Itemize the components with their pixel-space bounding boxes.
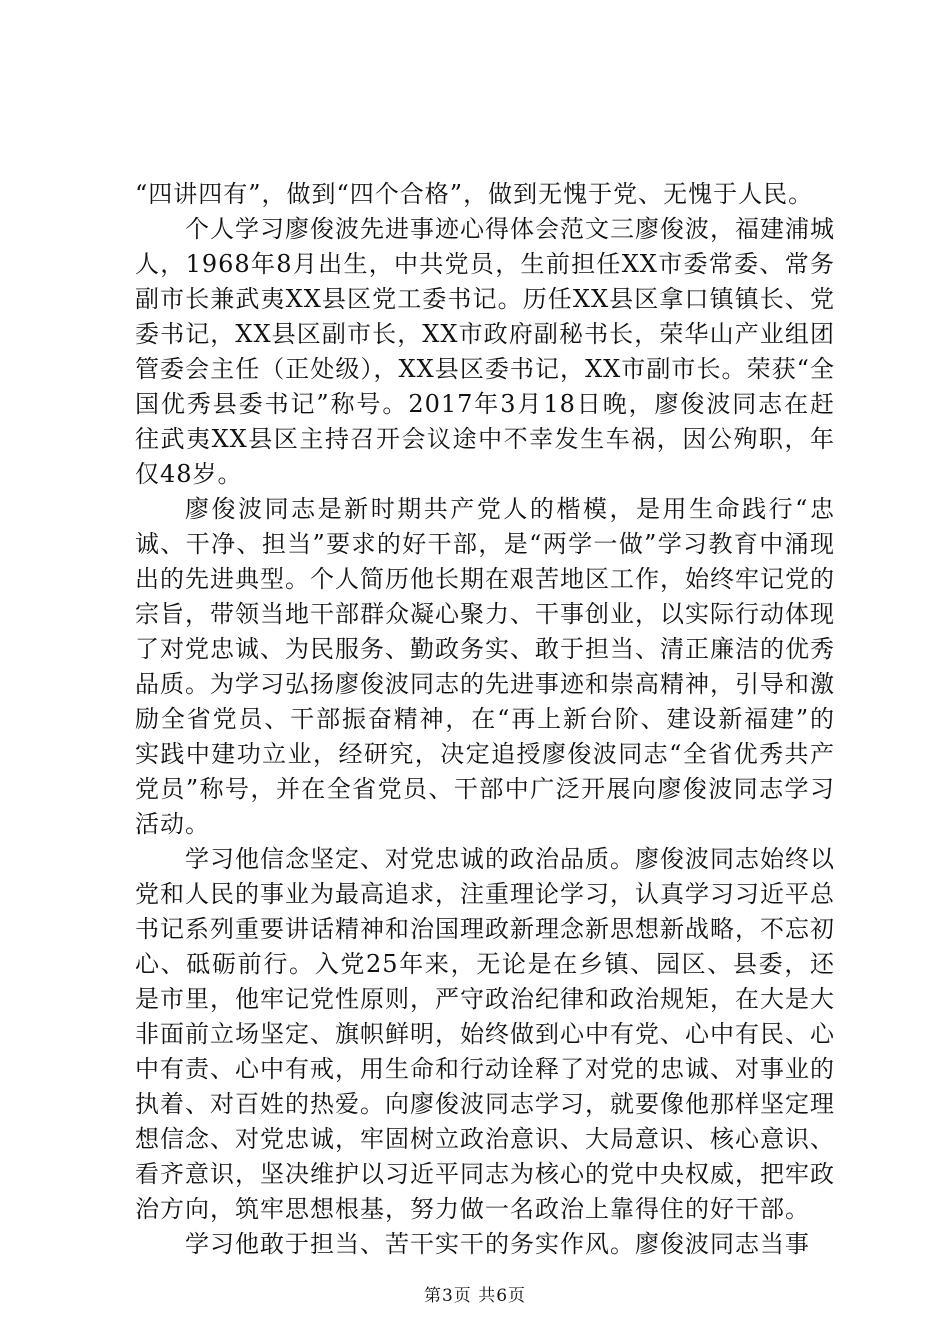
paragraph-work-style: 学习他敢于担当、苦干实干的务实作风。廖俊波同志当事 bbox=[185, 1230, 810, 1258]
page-number-footer: 第3页 共6页 bbox=[423, 1286, 527, 1306]
paragraph-model-cadre: 廖俊波同志是新时期共产党人的楷模，是用生命践行“忠诚、干净、担当”要求的好干部，是“两学一做”学习教育中涌现出的先进典型。个人简历他长期在艰苦地区工作，始终牢记党的宗旨，带领当地干部群众凝心聚力、干事创业，以实际行动体现了对党忠诚、为民服务、勤政务实、敢于担当、清正廉洁的优秀品质。为学习弘扬廖俊波同志的先进事迹和崇高精神，引导和激励全省党员、干部振奋精神，在“再上新台阶、建设新福建”的实践中建功立业，经研究，决定追授廖俊波同志“全省优秀共产党员”称号，并在全省党员、干部中广泛开展向廖俊波同志学习活动。 bbox=[135, 495, 835, 838]
paragraph-political-quality: 学习他信念坚定、对党忠诚的政治品质。廖俊波同志始终以党和人民的事业为最高追求，注重理论学习，认真学习习近平总书记系列重要讲话精神和治国理政新理念新思想新战略，不忘初心、砥砺前行。入党25年来，无论是在乡镇、园区、县委，还是市里，他牢记党性原则，严守政治纪律和政治规矩，在大是大非面前立场坚定、旗帜鲜明，始终做到心中有党、心中有民、心中有责、心中有戒，用生命和行动诠释了对党的忠诚、对事业的执着、对百姓的热爱。向廖俊波同志学习，就要像他那样坚定理想信念、对党忠诚，牢固树立政治意识、大局意识、核心意识、看齐意识，坚决维护以习近平同志为核心的党中央权威，把牢政治方向，筑牢思想根基，努力做一名政治上靠得住的好干部。 bbox=[135, 845, 835, 1223]
paragraph-biography: 个人学习廖俊波先进事迹心得体会范文三廖俊波，福建浦城人，1968年8月出生，中共党员，生前担任XX市委常委、常务副市长兼武夷XX县区党工委书记。历任XX县区拿口镇镇长、党委书记，XX县区副市长，XX市政府副秘书长，荣华山产业组团管委会主任（正处级），XX县区委书记，XX市副市长。荣获“全国优秀县委书记”称号。2017年3月18日晚，廖俊波同志在赶往武夷XX县区主持召开会议途中不幸发生车祸，因公殉职，年仅48岁。 bbox=[135, 215, 835, 488]
paragraph-continuation: “四讲四有”，做到“四个合格”，做到无愧于党、无愧于人民。 bbox=[135, 180, 814, 208]
document-body bbox=[135, 177, 835, 1262]
